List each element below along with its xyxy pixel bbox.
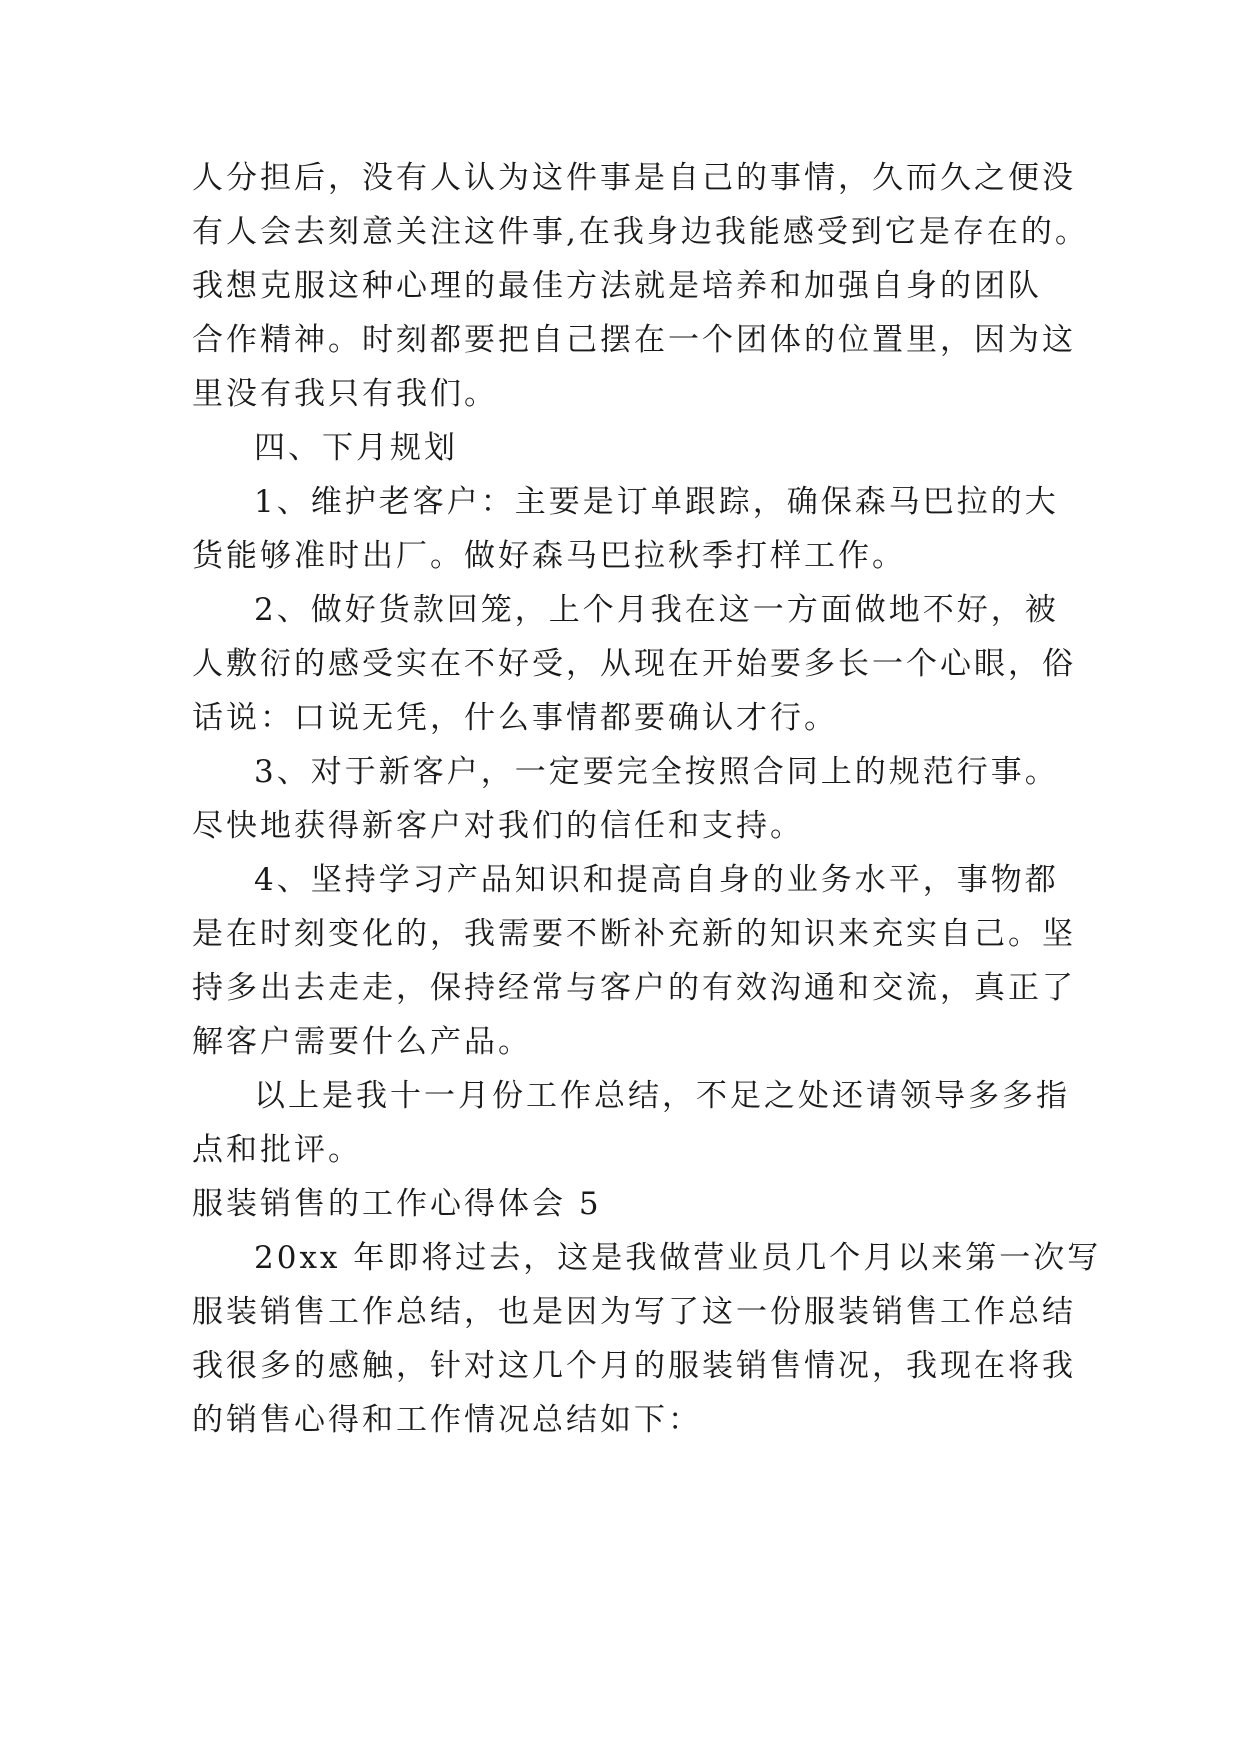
text-line: 解客户需要什么产品。 xyxy=(192,1024,532,1060)
text-line: 话说：口说无凭，什么事情都要确认才行。 xyxy=(192,700,838,736)
text-line: 20xx 年即将过去，这是我做营业员几个月以来第一次写 xyxy=(254,1240,1102,1276)
text-line: 服装销售工作总结，也是因为写了这一份服装销售工作总结 xyxy=(192,1294,1076,1330)
text-line: 点和批评。 xyxy=(192,1132,362,1168)
section-heading: 四、下月规划 xyxy=(254,430,458,466)
text-line: 以上是我十一月份工作总结，不足之处还请领导多多指 xyxy=(254,1078,1070,1114)
text-line: 4、坚持学习产品知识和提高自身的业务水平，事物都 xyxy=(254,862,1059,898)
text-line: 2、做好货款回笼，上个月我在这一方面做地不好，被 xyxy=(254,592,1059,628)
text-line: 持多出去走走，保持经常与客户的有效沟通和交流，真正了 xyxy=(192,970,1076,1006)
text-line: 尽快地获得新客户对我们的信任和支持。 xyxy=(192,808,804,844)
text-line: 人分担后，没有人认为这件事是自己的事情，久而久之便没 xyxy=(192,160,1076,196)
text-line: 我想克服这种心理的最佳方法就是培养和加强自身的团队 xyxy=(192,268,1042,304)
text-line: 1、维护老客户：主要是订单跟踪，确保森马巴拉的大 xyxy=(254,484,1059,520)
text-line: 3、对于新客户，一定要完全按照合同上的规范行事。 xyxy=(254,754,1059,790)
text-line: 人敷衍的感受实在不好受，从现在开始要多长一个心眼，俗 xyxy=(192,646,1076,682)
text-line: 货能够准时出厂。做好森马巴拉秋季打样工作。 xyxy=(192,538,906,574)
section-title: 服装销售的工作心得体会 5 xyxy=(192,1186,602,1222)
text-line: 有人会去刻意关注这件事,在我身边我能感受到它是存在的。 xyxy=(192,214,1089,250)
text-line: 我很多的感触，针对这几个月的服装销售情况，我现在将我 xyxy=(192,1348,1076,1384)
text-line: 是在时刻变化的，我需要不断补充新的知识来充实自己。坚 xyxy=(192,916,1076,952)
text-line: 合作精神。时刻都要把自己摆在一个团体的位置里，因为这 xyxy=(192,322,1076,358)
text-line: 的销售心得和工作情况总结如下： xyxy=(192,1402,702,1438)
text-line: 里没有我只有我们。 xyxy=(192,376,498,412)
